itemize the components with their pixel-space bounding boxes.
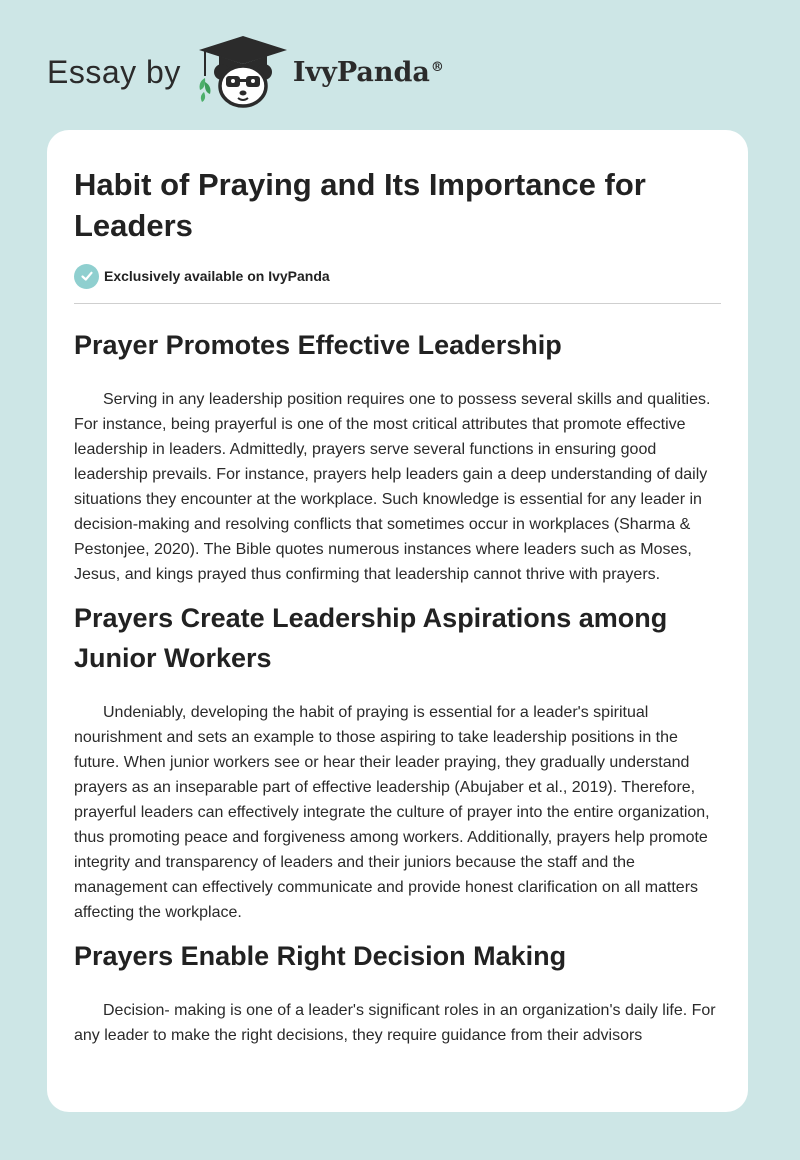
section-heading: Prayers Enable Right Decision Making xyxy=(74,941,567,971)
section-paragraph: Decision- making is one of a leader's significant roles in an organization's daily life. For any leader to make the right decisions, they require guidance from their advisors xyxy=(74,1002,716,1044)
brand-prefix: Essay by xyxy=(47,53,181,90)
panda-graduate-icon xyxy=(195,34,291,110)
divider xyxy=(74,303,721,304)
registered-mark: ® xyxy=(430,59,444,75)
exclusive-badge xyxy=(74,263,721,289)
section-paragraph: Serving in any leadership position requires one to possess several skills and qualities. For instance, being prayerful is one of the most critical attributes that promote effective leadership in leaders. Admittedly, prayers serve several functions in ensuring good leadership prevails. For instance, prayers help leaders gain a deep understanding of daily situations they encounter at the workplace. Such knowledge is essential for any leader in decision-making and resolving conflicts that sometimes occur in workplaces (Sharma & Pestonjee, 2020). The Bible quotes numerous instances where leaders such as Moses, Jesus, and kings prayed thus confirming that leadership cannot thrive with prayers. xyxy=(74,391,711,583)
brand-header[interactable] xyxy=(47,34,444,110)
checkmark-icon xyxy=(74,264,99,289)
section-heading: Prayer Promotes Effective Leadership xyxy=(74,330,562,360)
article-card xyxy=(47,130,748,1112)
exclusive-label: Exclusively available on IvyPanda xyxy=(104,268,330,284)
brand-name: IvyPanda® xyxy=(292,56,444,88)
section-paragraph: Undeniably, developing the habit of praying is essential for a leader's spiritual nourishment and sets an example to those aspiring to take leadership positions in the future. When junior workers see or hear their leader praying, they gradually understand prayers as an inseparable part of effective leadership (Abujaber et al., 2019). Therefore, prayerful leaders can effectively integrate the culture of prayer into the entire organization, thus promoting peace and forgiveness among workers. Additionally, prayers help promote integrity and transparency of leaders and their juniors because the staff and the management can effectively communicate and provide honest clarification on all matters affecting the workplace. xyxy=(74,704,710,921)
section-heading: Prayers Create Leadership Aspirations among Junior Workers xyxy=(74,603,668,673)
article-title: Habit of Praying and Its Importance for Leaders xyxy=(74,167,646,243)
